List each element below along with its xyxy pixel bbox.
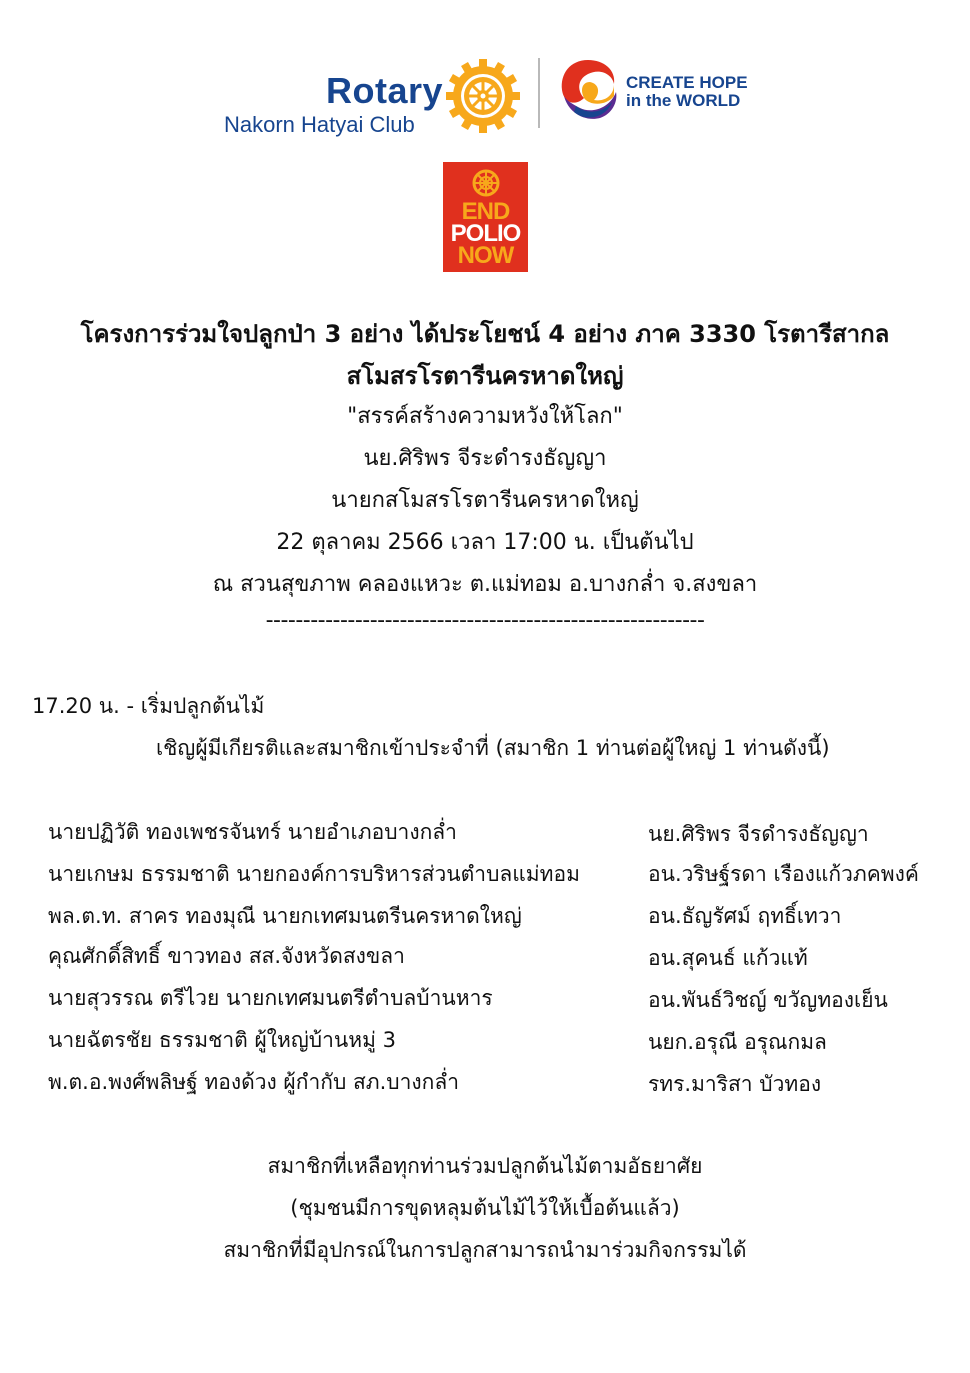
member-name: อน.พันธ์วิชญ์ ขวัญทองเย็น <box>648 988 888 1012</box>
guest-name: พ.ต.อ.พงศ์พลิษฐ์ ทองด้วง ผู้กำกับ สภ.บางกล่ำ <box>48 1070 460 1094</box>
event-venue: ณ สวนสุขภาพ คลองแหวะ ต.แม่ทอม อ.บางกล่ำ จ.สงขลา <box>212 572 758 597</box>
project-title: โครงการร่วมใจปลูกป่า 3 อย่าง ได้ประโยชน์ 4 อย่าง ภาค 3330 โรตารีสากล <box>80 320 890 348</box>
create-hope-line1: CREATE HOPE <box>626 73 748 92</box>
president-name: นย.ศิริพร จีระดำรงธัญญา <box>363 446 607 471</box>
guest-name: คุณศักดิ์สิทธิ์ ขาวทอง สส.จังหวัดสงขลา <box>48 944 405 968</box>
end-polio-word-polio: POLIO <box>450 220 521 247</box>
member-name: รทร.มาริสา บัวทอง <box>648 1072 822 1096</box>
small-rotary-wheel-icon <box>471 168 501 198</box>
guest-name: นายเกษม ธรรมชาติ นายกองค์การบริหารส่วนตำบลแม่ทอม <box>48 862 580 886</box>
guest-name: พล.ต.ท. สาคร ทองมุณี นายกเทศมนตรีนครหาดใหญ่ <box>48 904 522 928</box>
member-name: นยก.อรุณี อรุณกมล <box>648 1030 827 1054</box>
event-datetime: 22 ตุลาคม 2566 เวลา 17:00 น. เป็นต้นไป <box>276 530 694 555</box>
schedule-invite: เชิญผู้มีเกียรติและสมาชิกเข้าประจำที่ (สมาชิก 1 ท่านต่อผู้ใหญ่ 1 ท่านดังนี้) <box>156 736 830 760</box>
end-polio-now-logo <box>443 162 528 272</box>
slogan: "สรรค์สร้างความหวังให้โลก" <box>347 404 623 429</box>
section-divider: ----------------------------------------------------------- <box>265 608 705 633</box>
create-hope-line2: in the WORLD <box>626 91 741 110</box>
member-name: อน.ธัญรัศม์ ฤทธิ์เทวา <box>648 904 842 928</box>
closing-line-1: สมาชิกที่เหลือทุกท่านร่วมปลูกต้นไม้ตามอัธยาศัย <box>267 1154 703 1178</box>
member-name: อน.วริษฐ์รดา เรืองแก้วภคพงค์ <box>648 862 919 886</box>
rotary-wheel-icon <box>444 57 522 135</box>
closing-line-2: (ชุมชนมีการขุดหลุมต้นไม้ไว้ให้เบื้อต้นแล้ว) <box>290 1196 680 1220</box>
club-name: Nakorn Hatyai Club <box>224 112 415 137</box>
end-polio-word-end: END <box>461 198 510 225</box>
schedule-time: 17.20 น. - เริ่มปลูกต้นไม้ <box>32 694 265 718</box>
end-polio-word-now: NOW <box>457 242 514 269</box>
create-hope-slogan <box>626 74 748 110</box>
logo-divider <box>538 58 540 128</box>
closing-line-3: สมาชิกที่มีอุปกรณ์ในการปลูกสามารถนำมาร่วมกิจกรรมได้ <box>223 1238 747 1262</box>
guest-name: นายฉัตรชัย ธรรมชาติ ผู้ใหญ่บ้านหมู่ 3 <box>48 1028 396 1052</box>
member-name: อน.สุคนธ์ แก้วแท้ <box>648 946 808 970</box>
guest-name: นายสุวรรณ ตรีไวย นายกเทศมนตรีตำบลบ้านหาร <box>48 986 493 1010</box>
create-hope-logo-icon <box>556 56 620 126</box>
rotary-wordmark: Rotary <box>326 70 444 111</box>
member-name: นย.ศิริพร จีรดำรงธัญญา <box>648 822 869 846</box>
president-title: นายกสโมสรโรตารีนครหาดใหญ่ <box>331 488 639 513</box>
club-title: สโมสรโรตารีนครหาดใหญ่ <box>346 362 624 390</box>
guest-name: นายปฏิวัติ ทองเพชรจันทร์ นายอำเภอบางกล่ำ <box>48 820 457 844</box>
